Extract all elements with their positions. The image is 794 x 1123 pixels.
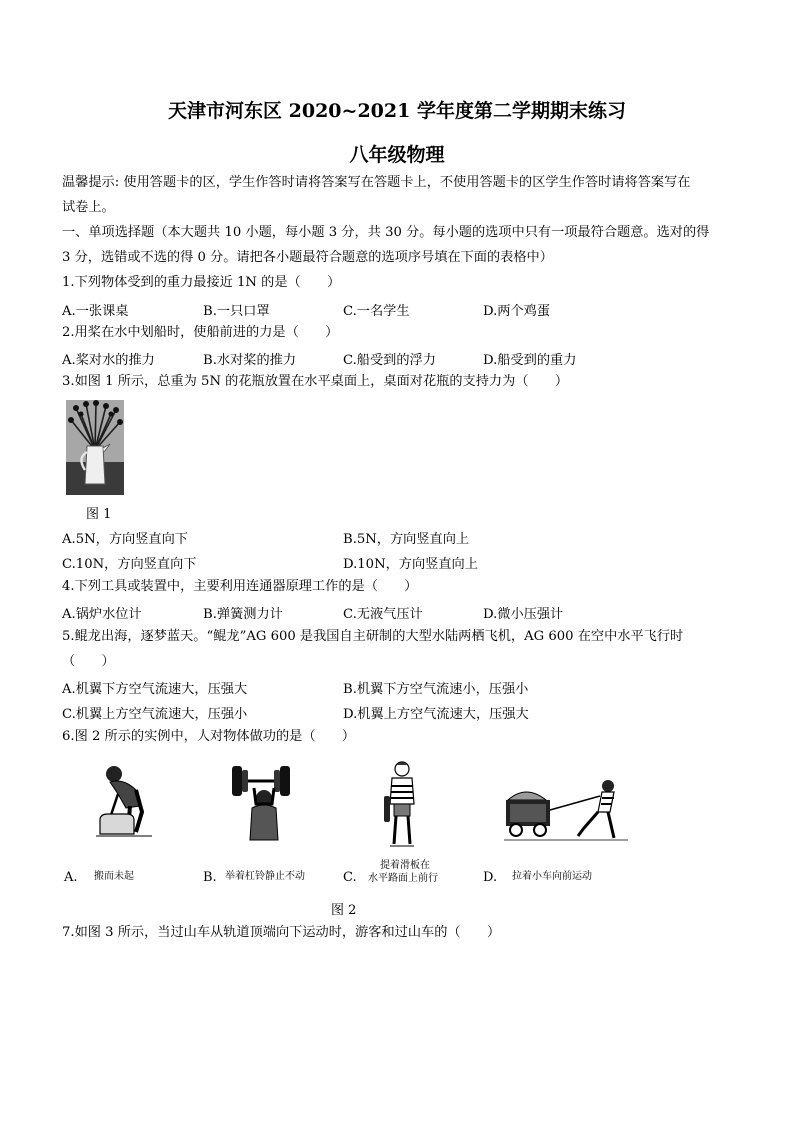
page-subtitle: 八年级物理 <box>349 144 445 166</box>
picture-b-caption: 举着杠铃静止不动 <box>225 871 305 882</box>
person-lifting-box-figure <box>96 760 152 842</box>
question-2-stem: 2.用桨在水中划船时，使船前进的力是（ ） <box>62 325 339 340</box>
question-7-stem: 7.如图 3 所示，当过山车从轨道顶端向下运动时，游客和过山车的（ ） <box>62 925 501 940</box>
question-3-stem: 3.如图 1 所示，总重为 5N 的花瓶放置在水平桌面上，桌面对花瓶的支持力为（ ） <box>62 374 569 389</box>
question-2-option-a: A.桨对水的推力 <box>62 353 155 368</box>
question-1-option-b: B.一只口罩 <box>203 304 270 319</box>
picture-a-caption: 搬而未起 <box>94 871 134 882</box>
person-holding-barbell-figure <box>228 760 300 842</box>
picture-a-letter: A. <box>64 870 78 885</box>
question-3-option-d: D.10N，方向竖直向上 <box>343 557 478 572</box>
question-1-stem: 1.下列物体受到的重力最接近 1N 的是（ ） <box>62 275 341 290</box>
question-5-option-a: A.机翼下方空气流速大，压强大 <box>62 682 248 697</box>
question-5-option-d: D.机翼上方空气流速大，压强大 <box>343 707 529 722</box>
question-4-option-a: A.锅炉水位计 <box>62 607 142 622</box>
question-4-option-d: D.微小压强计 <box>483 607 564 622</box>
question-5-stem-line-1: 5.鲲龙出海，逐梦蓝天。“鲲龙”AG 600 是我国自主研制的大型水陆两栖飞机，AG 600 在空中水平飞行时 <box>62 629 684 644</box>
picture-c-caption-line-1: 提着滑板在 <box>380 860 430 871</box>
section-header-line-2: 3 分，选错或不选的得 0 分。请把各小题最符合题意的选项序号填在下面的表格中） <box>62 250 553 265</box>
tip-line-2: 试卷上。 <box>62 200 115 215</box>
question-4-option-c: C.无液气压计 <box>343 607 423 622</box>
question-1-option-c: C.一名学生 <box>343 304 410 319</box>
picture-c-caption-line-2: 水平路面上前行 <box>368 873 438 884</box>
question-4-option-b: B.弹簧测力计 <box>203 607 283 622</box>
question-3-option-a: A.5N，方向竖直向下 <box>62 532 188 547</box>
question-5-option-c: C.机翼上方空气流速大，压强小 <box>62 707 248 722</box>
figure-1-caption: 图 1 <box>86 507 112 522</box>
question-3-option-b: B.5N，方向竖直向上 <box>343 532 470 547</box>
section-header-line-1: 一、单项选择题（本大题共 10 小题，每小题 3 分，共 30 分。每小题的选项中只有一项最符合题意。选对的得 <box>62 225 710 240</box>
question-2-option-c: C.船受到的浮力 <box>343 353 436 368</box>
picture-d-letter: D. <box>483 870 498 885</box>
question-2-option-b: B.水对桨的推力 <box>203 353 297 368</box>
question-3-option-c: C.10N，方向竖直向下 <box>62 557 197 572</box>
page-title: 天津市河东区 2020~2021 学年度第二学期期末练习 <box>168 100 626 122</box>
question-1-option-a: A.一张课桌 <box>62 304 129 319</box>
person-pulling-cart-figure <box>504 776 628 846</box>
boy-carrying-skateboard-figure <box>380 760 424 850</box>
question-4-stem: 4.下列工具或装置中，主要利用连通器原理工作的是（ ） <box>62 579 418 594</box>
question-5-stem-line-2: （ ） <box>62 654 115 669</box>
vase-figure <box>66 400 124 495</box>
tip-line-1: 温馨提示: 使用答题卡的区，学生作答时请将答案写在答题卡上，不使用答题卡的区学生作答时请将答案写在 <box>62 175 691 190</box>
question-5-option-b: B.机翼下方空气流速小，压强小 <box>343 682 529 697</box>
figure-2-caption: 图 2 <box>331 903 357 918</box>
question-2-option-d: D.船受到的重力 <box>483 353 577 368</box>
picture-d-caption: 拉着小车向前运动 <box>512 871 592 882</box>
picture-b-letter: B. <box>203 870 217 885</box>
question-6-stem: 6.图 2 所示的实例中，人对物体做功的是（ ） <box>62 729 356 744</box>
picture-c-letter: C. <box>343 870 357 885</box>
question-1-option-d: D.两个鸡蛋 <box>483 304 551 319</box>
